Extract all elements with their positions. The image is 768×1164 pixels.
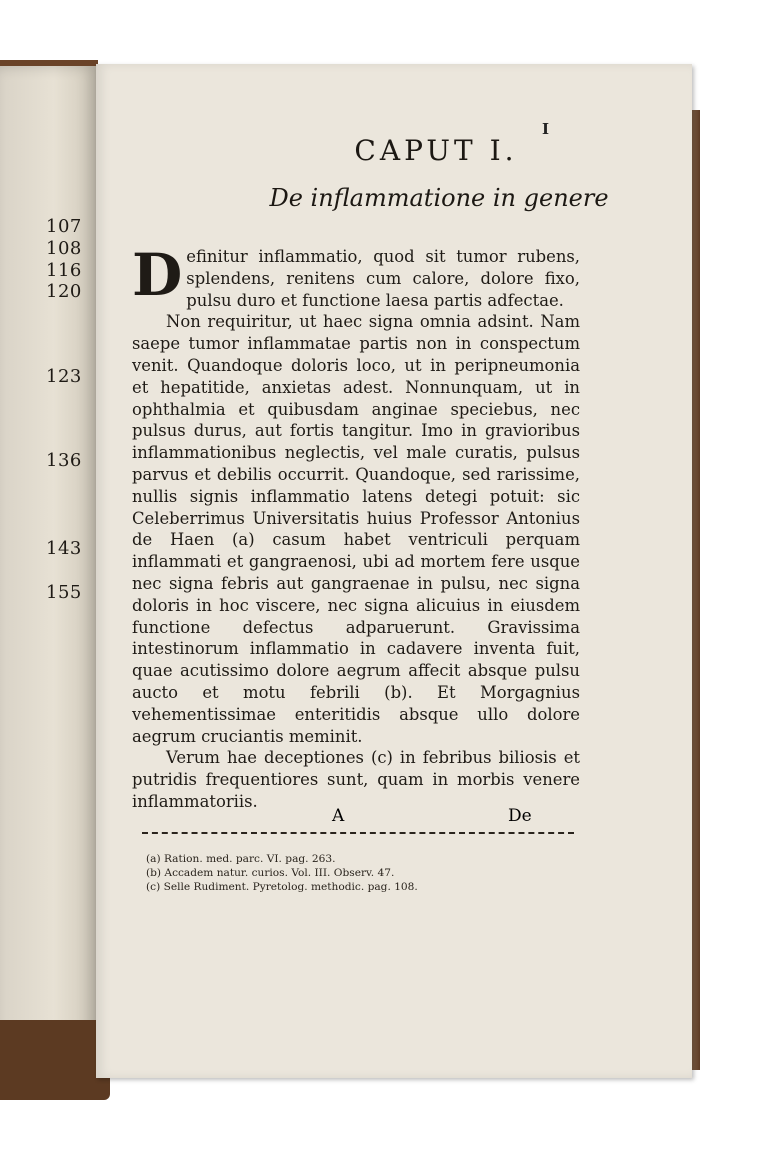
footnote-rule — [142, 832, 574, 834]
book-cover-edge — [0, 1020, 110, 1100]
chapter-subtitle: De inflammatione in genere — [269, 184, 609, 212]
margin-number: 136 — [46, 450, 82, 471]
page-number: I — [542, 120, 550, 138]
footnote: (a) Ration. med. parc. VI. pag. 263. — [146, 853, 336, 865]
margin-number: 120 — [46, 281, 82, 302]
chapter-title: CAPUT I. — [354, 134, 518, 167]
footnote: (b) Accadem natur. curios. Vol. III. Observ. 47. — [146, 867, 395, 879]
paragraph-3: Verum hae deceptiones (c) in febribus biliosis et putridis frequentiores sunt, quam in morbis venere inflammatoriis. — [132, 748, 580, 811]
footnote: (c) Selle Rudiment. Pyretolog. methodic. pag. 108. — [146, 881, 418, 893]
margin-number: 116 — [46, 260, 82, 281]
margin-number: 155 — [46, 582, 82, 603]
drop-cap: D — [132, 241, 183, 309]
right-page — [96, 64, 692, 1078]
left-page — [0, 60, 98, 1086]
margin-number: 123 — [46, 366, 82, 387]
signature-mark: A — [332, 806, 345, 826]
left-page-margin — [0, 66, 98, 1086]
paragraph-1-text: efinitur inflammatio, quod sit tumor rubens, splendens, renitens cum calore, dolore fixo, pulsu duro et functione laesa partis adfectae. — [186, 247, 580, 310]
margin-number: 107 — [46, 216, 82, 237]
margin-number: 143 — [46, 538, 82, 559]
paragraph-2: Non requiritur, ut haec signa omnia adsint. Nam saepe tumor inflammatae partis non in conspectum venit. Quandoque doloris loco, ut in peripneumonia et hepatitide, anxietas adest. Nonnunquam, ut in ophthalmia et quibusdam anginae speciebus, nec pulsus durus, aut fortis tangitur. Imo in gravioribus inflammationibus neglectis, vel male curatis, pulsus parvus et debilis occurrit. Quandoque, sed rarissime, nullis signis inflammatio latens detegi potuit: sic Celeberrimus Universitatis huius Professor Antonius de Haen (a) casum habet ventriculi perquam inflammati et gangraenosi, ubi ad mortem fere usque nec signa febris aut gangraenae in pulsu, nec signa doloris in hoc viscere, nec signa alicuius in eiusdem functione defectus adparuerunt. Gravissima intestinorum inflammatio in cadavere inventa fuit, quae acutissimo dolore aegrum affecit absque pulsu aucto et motu febrili (b). Et Morgagnius vehementissimae enteritidis absque ullo dolore aegrum cruciantis meminit. — [132, 312, 580, 746]
body-text — [132, 241, 580, 813]
footnotes — [146, 852, 418, 894]
paragraph-1 — [132, 241, 580, 311]
margin-number: 108 — [46, 238, 82, 259]
catchword: De — [508, 806, 532, 826]
